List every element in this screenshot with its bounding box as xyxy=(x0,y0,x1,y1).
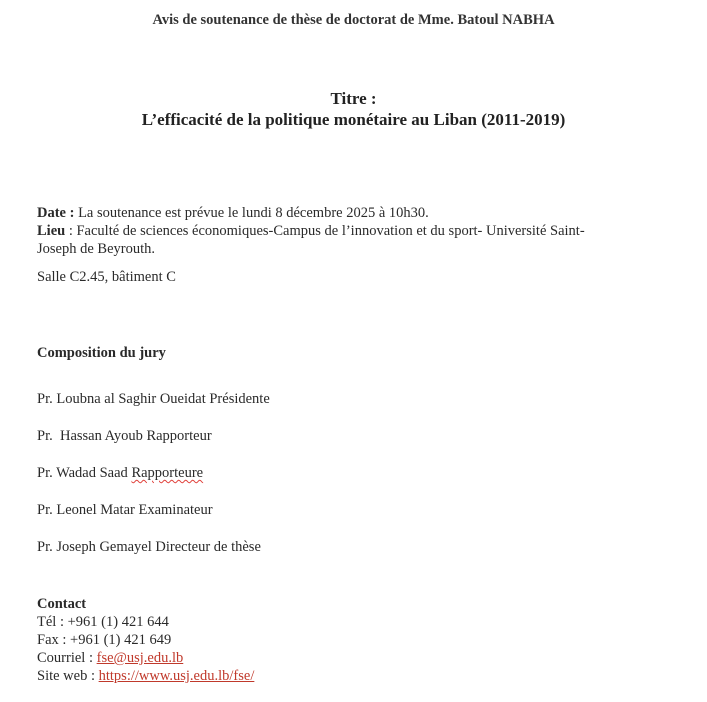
fax-label: Fax : xyxy=(37,632,71,648)
location-line-2: Joseph de Beyrouth. xyxy=(37,241,155,257)
jury-member-title: Pr. xyxy=(37,539,57,555)
jury-member-title: Pr. xyxy=(37,465,57,481)
jury-member-title: Pr. xyxy=(37,502,57,518)
jury-member xyxy=(37,391,270,408)
jury-member xyxy=(37,502,213,519)
phone-number: +961 (1) 421 644 xyxy=(67,614,169,630)
phone-label: Tél : xyxy=(37,614,68,630)
contact-email xyxy=(37,650,183,667)
fax-number: +961 (1) 421 649 xyxy=(70,632,172,648)
jury-member-title: Pr. xyxy=(37,391,57,407)
header-prefix: Avis de soutenance de thèse de doctorat de Mme. xyxy=(152,12,458,28)
jury-member-name: Joseph Gemayel xyxy=(56,539,152,555)
date-text: La soutenance est prévue le lundi 8 décembre 2025 à 10h30. xyxy=(74,205,429,221)
location-label: Lieu xyxy=(37,223,66,239)
email-label: Courriel : xyxy=(37,650,97,666)
jury-member-name: Leonel Matar xyxy=(56,502,135,518)
thesis-title: L’efficacité de la politique monétaire au Liban (2011-2019) xyxy=(141,110,566,129)
candidate-name: Batoul NABHA xyxy=(457,12,555,28)
date-line xyxy=(37,205,429,222)
jury-member-name: Loubna al Saghir Oueidat xyxy=(56,391,206,407)
contact-website xyxy=(37,668,254,685)
website-label: Site web : xyxy=(37,668,99,684)
location-text: : Faculté de sciences économiques-Campus de l’innovation et du sport- Université Saint- xyxy=(65,223,585,239)
jury-heading: Composition du jury xyxy=(37,345,166,361)
announcement-header xyxy=(0,12,707,29)
contact-phone xyxy=(37,614,169,631)
jury-member-role: Présidente xyxy=(205,391,270,407)
jury-member-role: Rapporteure xyxy=(131,465,204,481)
title-label: Titre : xyxy=(330,89,377,108)
location-line xyxy=(37,223,585,240)
jury-member-title: Pr. xyxy=(37,428,60,444)
jury-member xyxy=(37,428,212,445)
jury-member-role: Directeur de thèse xyxy=(151,539,261,555)
jury-member-role: Rapporteur xyxy=(142,428,212,444)
jury-member xyxy=(37,539,261,556)
email-link[interactable]: fse@usj.edu.lb xyxy=(96,650,184,666)
jury-member-role: Examinateur xyxy=(134,502,213,518)
contact-heading: Contact xyxy=(37,596,87,612)
website-link[interactable]: https://www.usj.edu.lb/fse/ xyxy=(98,668,255,684)
jury-member-name: Hassan Ayoub xyxy=(59,428,143,444)
date-label: Date : xyxy=(37,205,75,221)
jury-member xyxy=(37,465,203,482)
contact-fax xyxy=(37,632,171,649)
room-line: Salle C2.45, bâtiment C xyxy=(37,269,176,285)
jury-member-name: Wadad Saad xyxy=(56,465,128,481)
